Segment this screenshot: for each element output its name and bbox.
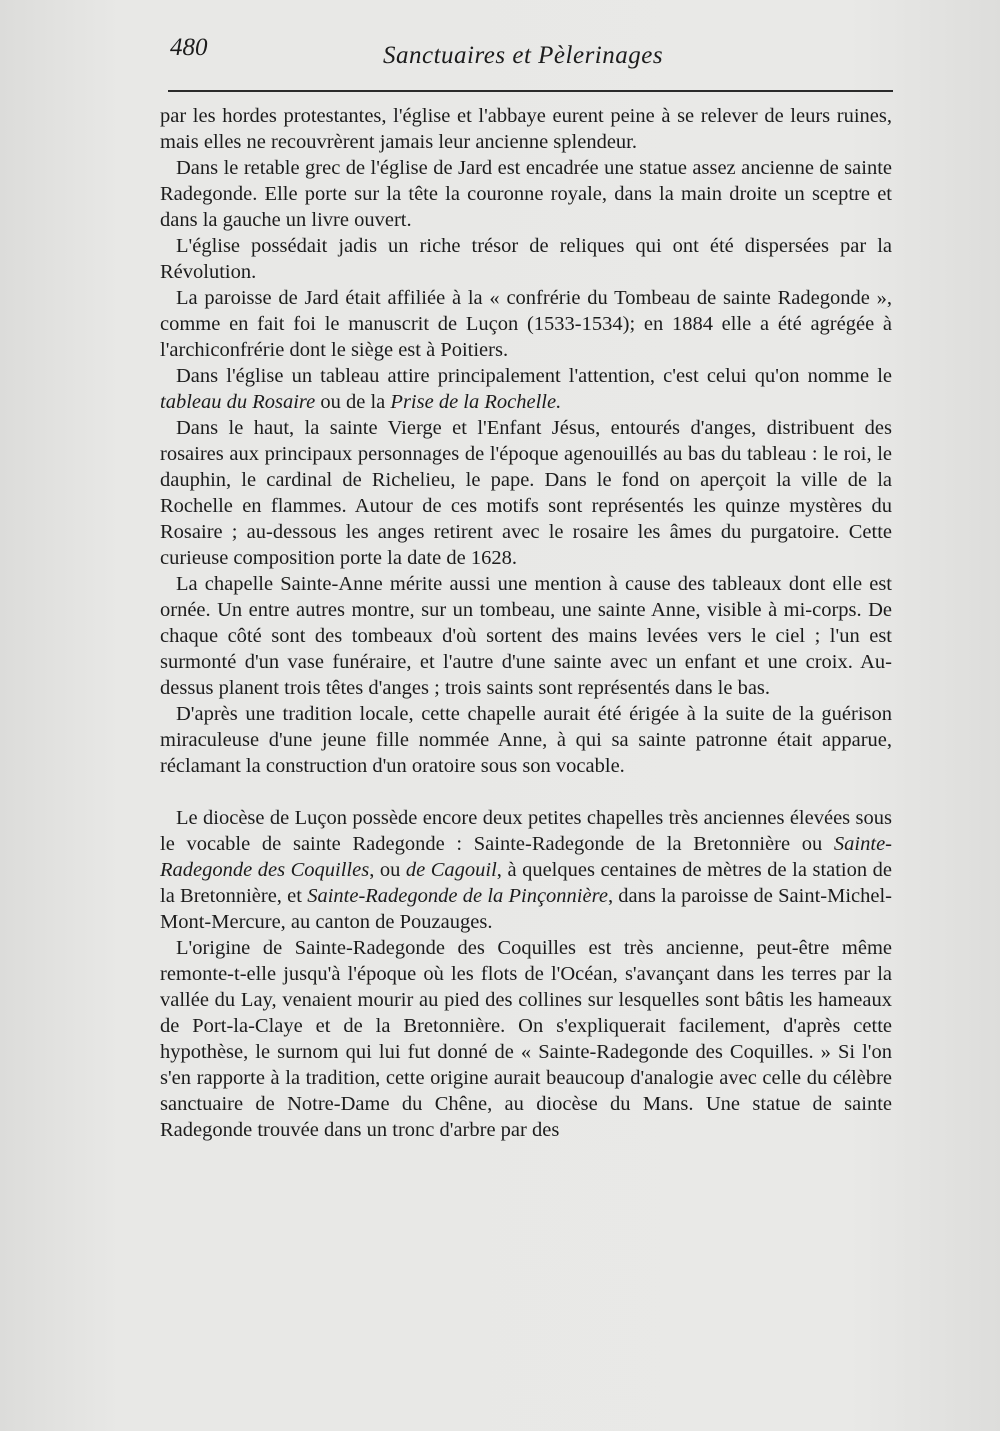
paragraph (160, 103, 892, 155)
italic-text: Sainte-Radegonde de la Pinçonnière (307, 885, 608, 907)
running-title: Sanctuaires et Pèlerinages (383, 42, 664, 69)
body-text (160, 103, 892, 1143)
paragraph (160, 415, 892, 571)
text-run: , dans la paroisse de Saint-Michel-Mont-Mercure, au canton de Pouzauges. (160, 885, 893, 933)
text-run: Le diocèse de Luçon possède encore deux petites chapelles très anciennes élevées sous le vocable de sainte Radegonde : Sainte-Radegonde de la Bretonnière ou (160, 807, 892, 855)
paragraph (160, 233, 892, 285)
paragraph (160, 155, 892, 233)
text-run: D'après une tradition locale, cette chapelle aurait été érigée à la suite de la guérison miraculeuse d'une jeune fille nommée Anne, à qui sa sainte patronne était apparue, réclamant la construction d'un oratoire sous son vocable. (160, 703, 892, 777)
italic-text: tableau du Rosaire (160, 391, 316, 413)
paragraph (160, 571, 892, 701)
paragraph (160, 701, 892, 779)
page-header (168, 30, 893, 90)
italic-text: Sainte-Radegonde des Coquilles (160, 833, 892, 881)
text-run: ou de la (315, 391, 391, 413)
italic-text: Prise de la Rochelle. (390, 391, 562, 413)
page-number: 480 (170, 34, 208, 61)
paragraph (160, 805, 892, 935)
text-run: La chapelle Sainte-Anne mérite aussi une mention à cause des tableaux dont elle est ornée. Un entre autres montre, sur un tombeau, une sainte Anne, visible à mi-corps. De chaque côté sont des tombeaux d'où sortent des mains levées vers le ciel ; l'un est surmonté d'un vase funéraire, et l'autre d'une sainte avec un enfant et une croix. Au-dessus planent trois têtes d'anges ; trois saints sont représentés dans le bas. (160, 573, 892, 699)
text-run: La paroisse de Jard était affiliée à la « confrérie du Tombeau de sainte Radegonde », comme en fait foi le manuscrit de Luçon (1533-1534); en 1884 elle a été agrégée à l'archiconfrérie dont le siège est à Poitiers. (160, 287, 892, 361)
section-break (160, 779, 892, 805)
text-run: L'origine de Sainte-Radegonde des Coquilles est très ancienne, peut-être même remonte-t-elle jusqu'à l'époque où les flots de l'Océan, s'avançant dans les terres par la vallée du Lay, venaient mourir au pied des collines sur lesquelles sont bâtis les hameaux de Port-la-Claye et de la Bretonnière. On s'expliquerait facilement, d'après cette hypothèse, le surnom qui lui fut donné de « Sainte-Radegonde des Coquilles. » Si l'on s'en rapporte à la tradition, cette origine aurait beaucoup d'analogie avec celle du célèbre sanctuaire de Notre-Dame du Chêne, au diocèse du Mans. Une statue de sainte Radegonde trouvée dans un tronc d'arbre par des (160, 937, 892, 1141)
paragraph (160, 363, 892, 415)
text-run: Dans le haut, la sainte Vierge et l'Enfant Jésus, entourés d'anges, distribuent des rosaires aux principaux personnages de l'époque agenouillés au bas du tableau : le roi, le dauphin, le cardinal de Richelieu, le pape. Dans le fond on aperçoit la ville de la Rochelle en flammes. Autour de ces motifs sont représentés les quinze mystères du Rosaire ; au-dessous les anges retirent avec le rosaire les âmes du purgatoire. Cette curieuse composition porte la date de 1628. (160, 417, 892, 569)
italic-text: de Cagouil (405, 859, 497, 881)
text-run: , à quelques centaines de mètres de la station de la Bretonnière, et (160, 859, 892, 907)
header-rule (168, 90, 893, 92)
paragraph (160, 935, 892, 1143)
text-run: L'église possédait jadis un riche trésor de reliques qui ont été dispersées par la Révolution. (160, 235, 892, 283)
text-run: Dans le retable grec de l'église de Jard est encadrée une statue assez ancienne de sainte Radegonde. Elle porte sur la tête la couronne royale, dans la main droite un sceptre et dans la gauche un livre ouvert. (160, 157, 892, 231)
text-run: , ou (369, 859, 406, 881)
text-run: par les hordes protestantes, l'église et l'abbaye eurent peine à se relever de leurs ruines, mais elles ne recouvrèrent jamais leur ancienne splendeur. (160, 105, 892, 153)
text-run: Dans l'église un tableau attire principalement l'attention, c'est celui qu'on nomme le (176, 365, 892, 387)
paragraph (160, 285, 892, 363)
